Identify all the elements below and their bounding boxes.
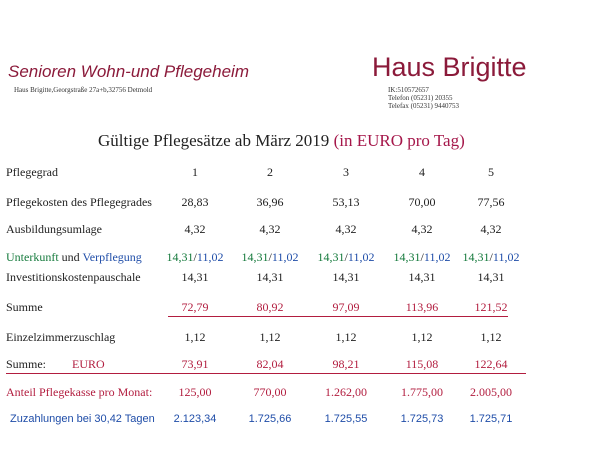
table-cell: 28,83 bbox=[181, 195, 209, 209]
ik-number: IK:510572657 bbox=[388, 86, 429, 94]
summe-euro-underline bbox=[6, 373, 526, 374]
table-cell: 4,32 bbox=[184, 222, 206, 236]
row-label: Pflegegrad bbox=[6, 165, 58, 179]
label-verpflegung: Verpflegung bbox=[82, 250, 142, 264]
row-label: Summe: EURO bbox=[6, 357, 105, 371]
table-row-ausbildung bbox=[0, 222, 600, 242]
table-cell: 14,31 bbox=[408, 270, 436, 284]
table-row-anteil bbox=[0, 385, 600, 405]
table-cell: 4,32 bbox=[259, 222, 281, 236]
table-cell: 2 bbox=[267, 165, 273, 179]
label-und: und bbox=[61, 250, 80, 264]
table-row-pflegekosten bbox=[0, 195, 600, 215]
facility-address: Haus Brigitte,Georgstraße 27a+b,32756 Detmold bbox=[14, 86, 153, 94]
table-row-zuzahlung bbox=[0, 413, 600, 433]
table-cell: 1.725,71 bbox=[469, 413, 513, 425]
phone-number: Telefon (05231) 20355 bbox=[388, 94, 453, 102]
table-cell: 1.725,73 bbox=[400, 413, 444, 425]
table-cell: 1,12 bbox=[259, 330, 281, 344]
table-cell: 115,08 bbox=[405, 357, 439, 371]
table-cell: 14,31 bbox=[477, 270, 505, 284]
table-cell: 1,12 bbox=[184, 330, 206, 344]
table-cell: 4,32 bbox=[480, 222, 502, 236]
row-label: Einzelzimmerzuschlag bbox=[6, 330, 116, 344]
table-cell: 77,56 bbox=[477, 195, 505, 209]
table-cell: 70,00 bbox=[408, 195, 436, 209]
table-cell: 1,12 bbox=[480, 330, 502, 344]
table-cell: 73,91 bbox=[181, 357, 209, 371]
table-cell: 14,31/11,02 bbox=[462, 250, 520, 264]
table-row-pflegegrad bbox=[0, 165, 600, 185]
table-cell: 1,12 bbox=[411, 330, 433, 344]
table-row-unterkunft bbox=[0, 250, 600, 270]
table-cell: 4,32 bbox=[411, 222, 433, 236]
facility-subtitle: Senioren Wohn-und Pflegeheim bbox=[8, 62, 249, 81]
table-cell: 1.725,55 bbox=[324, 413, 368, 425]
table-row-summe bbox=[0, 300, 600, 320]
table-cell: 53,13 bbox=[332, 195, 360, 209]
table-cell: 97,09 bbox=[332, 300, 360, 314]
table-cell: 3 bbox=[343, 165, 349, 179]
row-label: Pflegekosten des Pflegegrades bbox=[6, 195, 152, 209]
fax-number: Telefax (05231) 9440753 bbox=[388, 102, 460, 110]
table-row-summe-euro bbox=[0, 357, 600, 377]
row-label: Summe bbox=[6, 300, 43, 314]
table-row-einzelzimmer bbox=[0, 330, 600, 350]
table-cell: 14,31/11,02 bbox=[317, 250, 375, 264]
table-cell: 14,31/11,02 bbox=[393, 250, 451, 264]
table-cell: 770,00 bbox=[253, 385, 287, 399]
table-cell: 1.725,66 bbox=[248, 413, 292, 425]
table-cell: 82,04 bbox=[256, 357, 284, 371]
row-label bbox=[6, 250, 142, 265]
table-cell: 4,32 bbox=[335, 222, 357, 236]
row-label: Anteil Pflegekasse pro Monat: bbox=[6, 385, 153, 399]
table-cell: 72,79 bbox=[181, 300, 209, 314]
table-cell: 98,21 bbox=[332, 357, 360, 371]
table-cell: 5 bbox=[488, 165, 494, 179]
currency-label: EURO bbox=[72, 357, 105, 371]
table-cell: 113,96 bbox=[405, 300, 439, 314]
table-cell: 121,52 bbox=[474, 300, 508, 314]
label-unterkunft: Unterkunft bbox=[6, 250, 59, 264]
table-cell: 1.262,00 bbox=[325, 385, 367, 399]
page-title bbox=[98, 131, 465, 151]
table-cell: 14,31 bbox=[181, 270, 209, 284]
table-cell: 14,31 bbox=[256, 270, 284, 284]
table-cell: 122,64 bbox=[474, 357, 508, 371]
table-cell: 80,92 bbox=[256, 300, 284, 314]
table-cell: 2.123,34 bbox=[173, 413, 217, 425]
table-row-investition bbox=[0, 270, 600, 290]
table-cell: 14,31/11,02 bbox=[166, 250, 224, 264]
row-label: Investitionskostenpauschale bbox=[6, 270, 141, 284]
facility-name: Haus Brigitte bbox=[372, 52, 527, 82]
table-cell: 14,31 bbox=[332, 270, 360, 284]
table-cell: 14,31/11,02 bbox=[241, 250, 299, 264]
table-cell: 4 bbox=[419, 165, 425, 179]
row-label: Ausbildungsumlage bbox=[6, 222, 102, 236]
row-label: Zuzahlungen bei 30,42 Tagen bbox=[10, 413, 155, 425]
table-cell: 1,12 bbox=[335, 330, 357, 344]
title-unit: (in EURO pro Tag) bbox=[333, 131, 465, 150]
table-cell: 1 bbox=[192, 165, 198, 179]
summe-underline bbox=[168, 316, 508, 317]
title-main: Gültige Pflegesätze ab März 2019 bbox=[98, 131, 330, 150]
table-cell: 2.005,00 bbox=[470, 385, 512, 399]
table-cell: 36,96 bbox=[256, 195, 284, 209]
table-cell: 125,00 bbox=[178, 385, 212, 399]
table-cell: 1.775,00 bbox=[401, 385, 443, 399]
